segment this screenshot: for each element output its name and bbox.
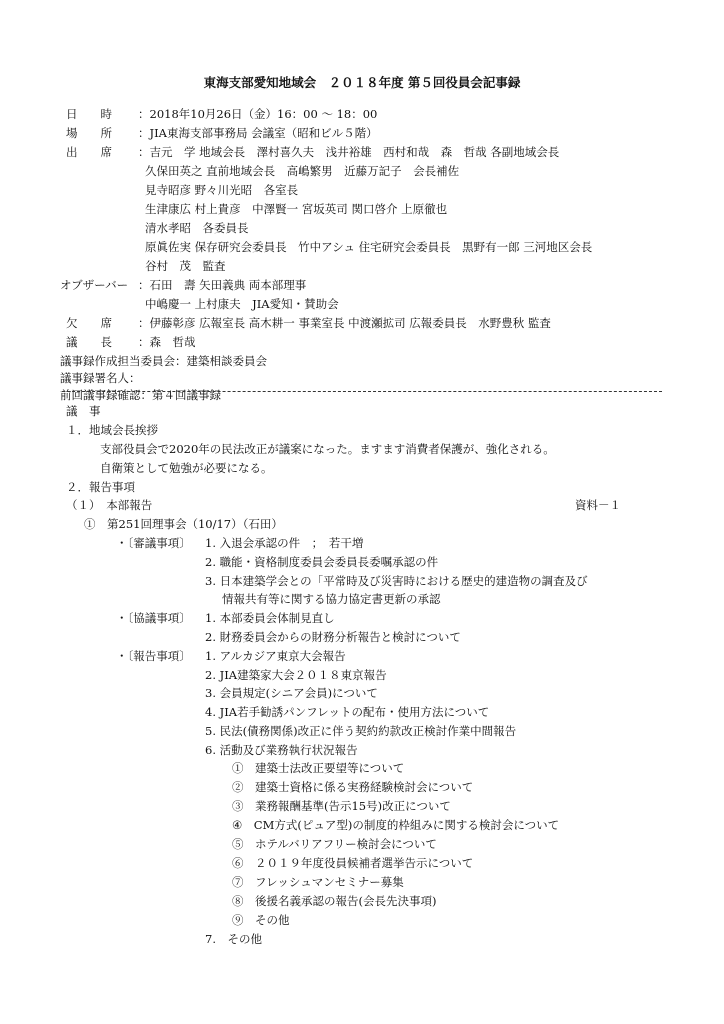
report-item: 4. JIA若手勧誘パンフレットの配布・使用方法について xyxy=(205,705,490,719)
observer-line: ：石田 壽 矢田義典 両本部理事 xyxy=(138,278,307,292)
attendees-line: 清水孝昭 各委員長 xyxy=(145,221,249,235)
absent-label: 欠 席 xyxy=(66,316,112,330)
previous-minutes: 前回議事録確認：第４回議事録 xyxy=(60,388,221,402)
activity-sub-item: ⑥ ２０１９年度役員候補者選挙告示について xyxy=(232,856,474,870)
attendees-line: 久保田英之 直前地域会長 高嶋繁男 近藤万記子 会長補佐 xyxy=(145,164,460,178)
activity-sub-item: ① 建築士法改正要望等について xyxy=(232,761,405,775)
attendees-line: 原眞佐実 保存研究会委員長 竹中アシュ 住宅研究会委員長 黒野有一郎 三河地区会長 xyxy=(145,240,593,254)
report-item: 6. 活動及び業務執行状況報告 xyxy=(205,743,358,757)
activity-sub-item: ② 建築士資格に係る実務経験検討会について xyxy=(232,780,474,794)
activity-sub-item: ③ 業務報酬基準(告示15号)改正について xyxy=(232,799,451,813)
chair-label: 議 長 xyxy=(66,335,112,349)
consultation-label: ・〔協議事項〕 xyxy=(116,611,191,625)
observer-line: 中嶋慶一 上村康夫 JIA愛知・賛助会 xyxy=(145,297,339,311)
deliberation-label: ・〔審議事項〕 xyxy=(116,536,191,550)
section-1-heading: １．地域会長挨拶 xyxy=(66,423,158,437)
chair-value: ：森 哲哉 xyxy=(138,335,196,349)
document-title: 東海支部愛知地域会 ２０１８年度 第５回役員会記事録 xyxy=(203,75,521,90)
activity-sub-item: ⑦ フレッシュマンセミナー募集 xyxy=(232,875,404,889)
deliberation-item: 情報共有等に関する協力協定書更新の承認 xyxy=(222,592,441,606)
activity-sub-item: ⑧ 後援名義承認の報告(会長先決事項) xyxy=(232,894,437,908)
report-item: 2. JIA建築家大会２０１８東京報告 xyxy=(205,668,387,682)
place-label: 場 所 xyxy=(66,126,112,140)
observer-label: オブザーバー xyxy=(60,278,129,292)
attendees-line: ：吉元 学 地域会長 澤村喜久夫 浅井裕雄 西村和哉 森 哲哉 各副地域会長 xyxy=(138,145,560,159)
place-value: ：JIA東海支部事務局 会議室（昭和ビル５階） xyxy=(138,126,378,140)
date-label: 日 時 xyxy=(66,107,112,121)
section-1-text: 支部役員会で2020年の民法改正が議案になった。ますます消費者保護が、強化される。 xyxy=(100,442,555,456)
reference-label: 資料－１ xyxy=(575,498,621,512)
minutes-signer: 議事録署名人： xyxy=(60,371,141,385)
date-value: ：2018年10月26日（金）16：00 ～ 18：00 xyxy=(138,107,378,121)
activity-sub-item: ⑨ その他 xyxy=(232,913,290,927)
attendees-label: 出 席 xyxy=(66,145,112,159)
activity-sub-item: ④ CM方式(ピュア型)の制度的枠組みに関する検討会について xyxy=(232,818,560,832)
consultation-item: 1. 本部委員会体制見直し xyxy=(205,611,335,625)
attendees-line: 谷村 茂 監査 xyxy=(145,259,226,273)
activity-sub-item: ⑤ ホテルバリアフリー検討会について xyxy=(232,837,437,851)
report-label: ・〔報告事項〕 xyxy=(116,649,191,663)
section-divider xyxy=(62,391,662,392)
board-meeting-heading: ① 第251回理事会（10/17）（石田） xyxy=(84,517,283,531)
report-item: 5. 民法(債務関係)改正に伴う契約約款改正検討作業中間報告 xyxy=(205,724,517,738)
attendees-line: 見寺昭彦 野々川光昭 各室長 xyxy=(145,183,299,197)
subsection-heading: （１） 本部報告 xyxy=(66,498,153,512)
section-2-heading: ２．報告事項 xyxy=(66,480,135,494)
agenda-heading: 議 事 xyxy=(66,404,101,418)
consultation-item: 2. 財務委員会からの財務分析報告と検討について xyxy=(205,630,461,644)
absent-value: ：伊藤彰彦 広報室長 高木耕一 事業室長 中渡瀬拡司 広報委員長 水野豊秋 監査 xyxy=(138,316,551,330)
minutes-committee: 議事録作成担当委員会：建築相談委員会 xyxy=(60,354,267,368)
report-item: 1. アルカジア東京大会報告 xyxy=(205,649,346,663)
report-item: 7. その他 xyxy=(205,932,262,946)
deliberation-item: 1. 入退会承認の件 ； 若干増 xyxy=(205,536,364,550)
deliberation-item: 3. 日本建築学会との「平常時及び災害時における歴史的建造物の調査及び xyxy=(205,574,588,588)
report-item: 3. 会員規定(シニア会員)について xyxy=(205,686,378,700)
deliberation-item: 2. 職能・資格制度委員会委員長委嘱承認の件 xyxy=(205,555,439,569)
section-1-text: 自衛策として勉強が必要になる。 xyxy=(100,461,273,475)
attendees-line: 生津康広 村上貴彦 中澤賢一 宮坂英司 関口啓介 上原徹也 xyxy=(145,202,448,216)
